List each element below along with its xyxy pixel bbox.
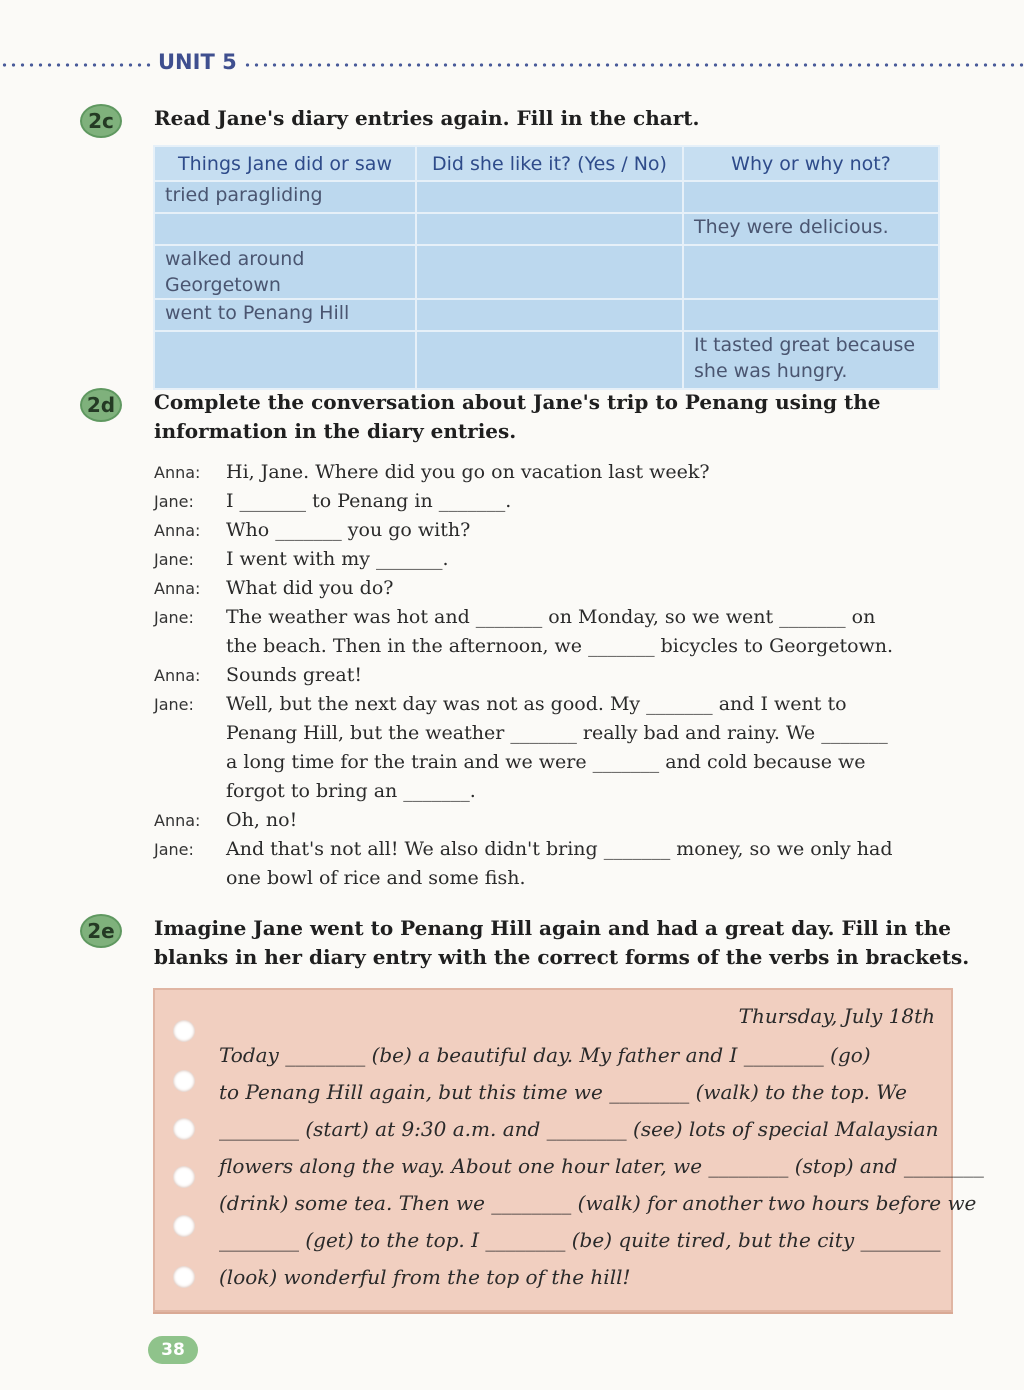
table-cell (416, 331, 683, 389)
table-cell (416, 181, 683, 213)
diary-line: flowers along the way. About one hour later, we ________ (stop) and ________ (219, 1154, 984, 1178)
dialogue-text: Oh, no! (226, 809, 298, 831)
speaker-label: Anna: (154, 811, 201, 830)
heading-2c: Read Jane's diary entries again. Fill in the chart. (154, 106, 700, 130)
diary-entry (153, 988, 984, 1312)
diary-line: to Penang Hill again, but this time we ________ (walk) to the top. We (219, 1080, 908, 1104)
table-cell (154, 213, 416, 245)
diary-line: (drink) some tea. Then we ________ (walk) for another two hours before we (219, 1191, 977, 1215)
diary-line: Today ________ (be) a beautiful day. My father and I ________ (go) (219, 1043, 871, 1067)
table-cell: They were delicious. (683, 213, 939, 245)
speaker-label: Anna: (154, 666, 201, 685)
exercise-badge-2e: 2e (80, 914, 122, 948)
col-header-things: Things Jane did or saw (154, 146, 416, 181)
table-cell (154, 331, 416, 389)
dialogue-text: Who _______ you go with? (226, 519, 471, 541)
binder-hole (173, 1118, 195, 1140)
dialogue-text: forgot to bring an _______. (226, 780, 476, 802)
header-dots-right (243, 63, 1024, 67)
binder-hole (173, 1215, 195, 1237)
speaker-label (154, 719, 226, 748)
speaker-label (154, 777, 226, 806)
heading-2d-line1: Complete the conversation about Jane's trip to Penang using the (154, 390, 881, 414)
table-cell (416, 299, 683, 331)
conversation-line (154, 806, 954, 835)
header-dots-left (0, 63, 152, 67)
dialogue-text: the beach. Then in the afternoon, we _______ bicycles to Georgetown. (226, 635, 894, 657)
table-cell: walked around Georgetown (154, 245, 416, 299)
table-cell: It tasted great because she was hungry. (683, 331, 939, 389)
fill-in-chart (153, 145, 940, 390)
table-row (154, 181, 939, 213)
col-header-why: Why or why not? (683, 146, 939, 181)
exercise-badge-2d: 2d (80, 388, 122, 422)
table-row (154, 299, 939, 331)
speaker-label: Jane: (154, 608, 194, 627)
dialogue-text: And that's not all! We also didn't bring _______ money, so we only had (226, 838, 893, 860)
binder-hole (173, 1166, 195, 1188)
heading-2d-line2: information in the diary entries. (154, 419, 517, 443)
speaker-label (154, 632, 226, 661)
dialogue-text: The weather was hot and _______ on Monday, so we went _______ on (226, 606, 876, 628)
diary-line: ________ (get) to the top. I ________ (be) quite tired, but the city ________ (219, 1228, 941, 1252)
speaker-label (154, 748, 226, 777)
speaker-label: Anna: (154, 579, 201, 598)
conversation-line (154, 864, 954, 893)
binder-hole (173, 1266, 195, 1288)
page-number: 38 (148, 1336, 198, 1364)
speaker-label: Anna: (154, 521, 201, 540)
unit-label: UNIT 5 (158, 50, 237, 74)
speaker-label (154, 864, 226, 893)
heading-2e-line2: blanks in her diary entry with the correct forms of the verbs in brackets. (154, 945, 970, 969)
dialogue-text: a long time for the train and we were _______ and cold because we (226, 751, 866, 773)
dialogue-text: What did you do? (226, 577, 394, 599)
diary-line: (look) wonderful from the top of the hill! (219, 1265, 631, 1289)
col-header-liked: Did she like it? (Yes / No) (416, 146, 683, 181)
conversation-line (154, 458, 954, 487)
speaker-label: Anna: (154, 463, 201, 482)
dialogue-text: Penang Hill, but the weather _______ really bad and rainy. We _______ (226, 722, 888, 744)
dialogue-text: I went with my _______. (226, 548, 449, 570)
conversation-line (154, 661, 954, 690)
table-row (154, 213, 939, 245)
table-cell (683, 299, 939, 331)
binder-hole (173, 1020, 195, 1042)
speaker-label: Jane: (154, 840, 194, 859)
conversation-line (154, 748, 954, 777)
diary-line: ________ (start) at 9:30 a.m. and ________ (see) lots of special Malaysian (219, 1117, 939, 1141)
conversation-line (154, 690, 954, 719)
dialogue-text: Hi, Jane. Where did you go on vacation last week? (226, 461, 710, 483)
exercise-badge-2c: 2c (80, 104, 122, 138)
table-cell (416, 213, 683, 245)
conversation-line (154, 574, 954, 603)
speaker-label: Jane: (154, 492, 194, 511)
dialogue-text: I _______ to Penang in _______. (226, 490, 512, 512)
table-cell: tried paragliding (154, 181, 416, 213)
conversation-line (154, 487, 954, 516)
conversation-line (154, 777, 954, 806)
conversation (154, 458, 954, 893)
conversation-line (154, 835, 954, 864)
table-row (154, 331, 939, 389)
diary-date: Thursday, July 18th (738, 1004, 935, 1028)
dialogue-text: one bowl of rice and some fish. (226, 867, 526, 889)
conversation-line (154, 719, 954, 748)
conversation-line (154, 632, 954, 661)
table-cell (683, 245, 939, 299)
conversation-line (154, 603, 954, 632)
binder-hole (173, 1070, 195, 1092)
dialogue-text: Well, but the next day was not as good. My _______ and I went to (226, 693, 847, 715)
table-row (154, 245, 939, 299)
dialogue-text: Sounds great! (226, 664, 362, 686)
conversation-line (154, 545, 954, 574)
table-cell (416, 245, 683, 299)
speaker-label: Jane: (154, 695, 194, 714)
heading-2e-line1: Imagine Jane went to Penang Hill again and had a great day. Fill in the (154, 916, 952, 940)
speaker-label: Jane: (154, 550, 194, 569)
table-cell: went to Penang Hill (154, 299, 416, 331)
table-cell (683, 181, 939, 213)
conversation-line (154, 516, 954, 545)
